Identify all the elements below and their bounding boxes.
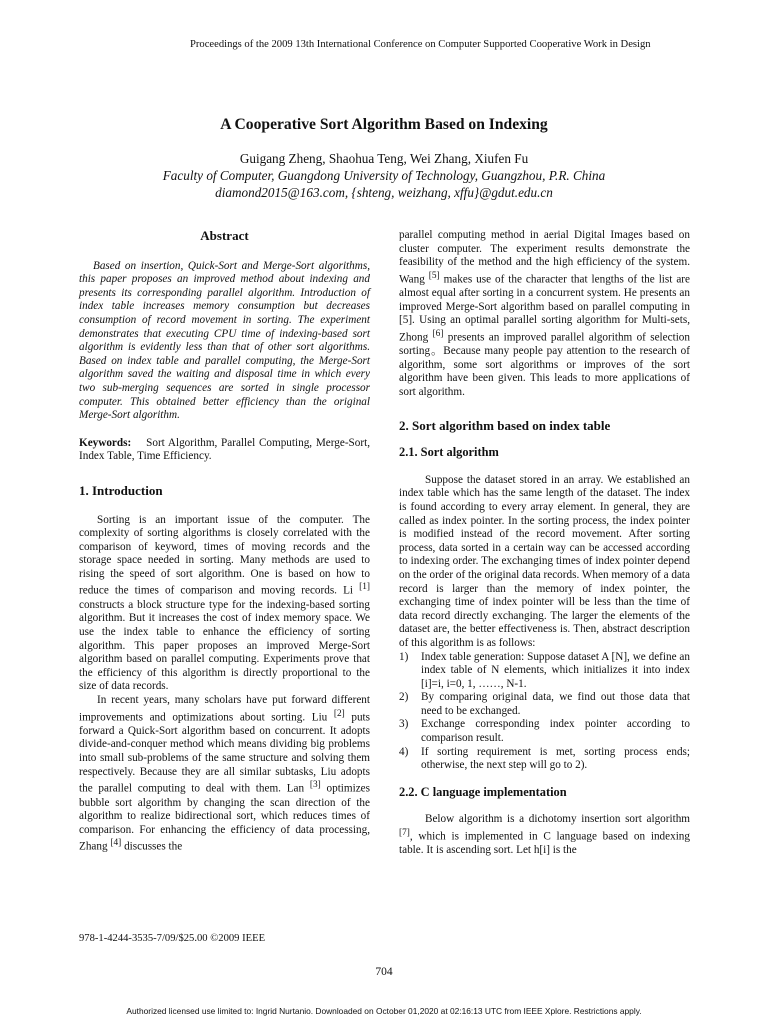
- step-number: 2): [399, 691, 409, 704]
- intro-p1-part-b: constructs a block structure type for the indexing-based sorting algorithm. But it increases the cost of index memory space. We use the index table to enhance the efficiency of sorting algorithm. This paper proposes an improved Merge-Sort algorithm based on parallel computing. Experiments prove that the efficiency of this algorithm is directly proportional to the size of data records.: [79, 598, 370, 693]
- citation-ref-4: [4]: [110, 838, 122, 849]
- algorithm-step: [399, 718, 690, 745]
- step-text: Index table generation: Suppose dataset A [N], we define an index table of N elements, which initializes it into index [i]=i, i=0, 1, ……, N-1.: [421, 650, 690, 690]
- step-text: Exchange corresponding index pointer according to comparison result.: [421, 718, 690, 745]
- intro-paragraph-1: [79, 514, 370, 694]
- related-p1-part-b: makes use of the character that lengths of the list are almost equal after sorting in a concurrent system. He presents an improved Merge-Sort algorithm based on parallel computing in [5]. Using an optimal parallel sorting algorithm for Multi-sets, Zhong: [399, 273, 690, 344]
- citation-ref-5: [5]: [428, 270, 440, 281]
- section-2-1-heading: 2.1. Sort algorithm: [399, 445, 499, 460]
- section-2-2-heading: 2.2. C language implementation: [399, 784, 567, 799]
- proceedings-header: Proceedings of the 2009 13th International Conference on Computer Supported Cooperative Work in Design: [190, 39, 651, 50]
- step-text: If sorting requirement is met, sorting process ends; otherwise, the next step will go to 2).: [421, 745, 690, 772]
- intro-paragraph-2: [79, 694, 370, 855]
- intro-p1-part-a: Sorting is an important issue of the computer. The complexity of sorting algorithms is closely correlated with the comparison of keyword, times of moving records and the storage space needed in sorting. Many methods are used to rising the speed of sort algorithm. One is based on how to reduce the times of comparison and moving records. Li: [79, 513, 370, 598]
- section-2-2-part-a: Below algorithm is a dichotomy insertion sort algorithm: [425, 813, 690, 826]
- related-p1-part-c: presents an improved parallel algorithm of selection sorting。Because many people pay attention to the research of algorithm, some sort algorithms or improves of the sort algorithm have been given. This leads to more applications of sort algorithm.: [399, 331, 690, 398]
- intro-p2-part-c: optimizes bubble sort algorithm by changing the scan direction of the algorithm to realize bidirectional sort, which reduces times of comparison. For enhancing the efficiency of data processing, Zhang: [79, 782, 370, 854]
- abstract-heading: Abstract: [200, 228, 249, 243]
- section-2-2-text: [399, 813, 690, 858]
- section-2-2-part-b: , which is implemented in C language based on indexing table. It is ascending sort. Let h[i] is the: [399, 830, 690, 857]
- intro-p2-part-d: discusses the: [121, 841, 183, 854]
- section-2-1-text: Suppose the dataset stored in an array. We established an index table which has the same length of the dataset. The index is found according to every array element. In general, they are called as index pointer. In the sorting process, the index pointer is modified instead of the record movement. After sorting process, data sorted in a certain way can be accessed according to indexing order. The exchanging times of index pointer depend on the order of the original data records. When memory of a data record is larger than the memory of index pointer, the exchanging time of index pointer will be less than the time of data record directly exchanging. The larger the elements of the dataset are, the better effectiveness is. Then, abstract description of this algorithm is as follows:: [399, 473, 690, 649]
- algorithm-step: [399, 691, 690, 718]
- related-work-paragraph: [399, 229, 690, 400]
- page-number: 704: [375, 966, 393, 978]
- keywords-label: Keywords:: [79, 436, 132, 449]
- left-column: [79, 229, 370, 855]
- keywords-text: Sort Algorithm, Parallel Computing, Merge-Sort, Index Table, Time Efficiency.: [79, 436, 370, 463]
- citation-ref-1: [1]: [359, 582, 370, 593]
- step-text: By comparing original data, we find out those data that need to be exchanged.: [421, 691, 690, 717]
- citation-ref-6: [6]: [432, 328, 444, 339]
- citation-ref-3: [3]: [309, 780, 321, 791]
- abstract-text: Based on insertion, Quick-Sort and Merge-Sort algorithms, this paper proposes an improved method about indexing and presents its corresponding parallel algorithm. Introduction of index table increases memory consumption but decreases consumption of record movement in sorting. The experiment demonstrates that executing CPU time of indexing-based sort algorithm is evidently less than that of other sort algorithms. Based on index table and parallel computing, the Merge-Sort algorithm saved the waiting and disposal time in which every two sub-merging sequences are sorted in single processor computer. This obtained better efficiency than the original Merge-Sort algorithm.: [79, 259, 370, 422]
- algorithm-steps: [399, 651, 690, 773]
- step-number: 1): [399, 650, 409, 663]
- step-number: 4): [399, 745, 409, 758]
- paper-title: A Cooperative Sort Algorithm Based on Indexing: [220, 116, 548, 133]
- keywords: [79, 437, 370, 464]
- section-2-heading: 2. Sort algorithm based on index table: [399, 417, 611, 433]
- paper-emails: diamond2015@163.com, {shteng, weizhang, xffu}@gdut.edu.cn: [215, 185, 553, 200]
- paper-affiliation: Faculty of Computer, Guangdong University of Technology, Guangzhou, P.R. China: [162, 168, 606, 183]
- algorithm-step: [399, 651, 690, 692]
- citation-ref-7: [7]: [399, 828, 410, 839]
- isbn-footer: 978-1-4244-3535-7/09/$25.00 ©2009 IEEE: [79, 933, 266, 944]
- algorithm-step: [399, 746, 690, 773]
- right-column: [399, 229, 690, 858]
- intro-heading: 1. Introduction: [79, 482, 163, 498]
- intro-p2-part-b: puts forward a Quick-Sort algorithm based on concurrent. It adopts divide-and-conquer method which means dividing big problems into small sub-problems of the same structure and solving them respectively. Because they are all similar subtasks, Liu adopts the parallel computing to deal with them. Lan: [79, 711, 371, 795]
- intro-p2-part-a: In recent years, many scholars have put forward different improvements and optimizations about sorting. Liu: [79, 693, 370, 724]
- related-p1-part-a: parallel computing method in aerial Digital Images based on cluster computer. The experiment results demonstrate the feasibility of the method and the high efficiency of the system. Wang: [399, 229, 690, 286]
- paper-authors: Guigang Zheng, Shaohua Teng, Wei Zhang, Xiufen Fu: [239, 151, 529, 166]
- step-number: 3): [399, 718, 409, 731]
- license-notice: Authorized licensed use limited to: Ingrid Nurtanio. Downloaded on October 01,2020 at 02:16:13 UTC from IEEE Xplore. Restrictions apply.: [126, 1006, 642, 1016]
- citation-ref-2: [2]: [333, 708, 345, 719]
